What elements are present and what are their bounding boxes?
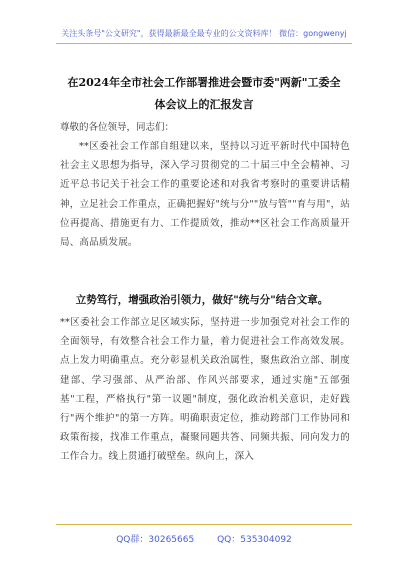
paragraph-1: **区委社会工作部自组建以来，坚持以习近平新时代中国特色社会主义思想为指导，深入学习贯彻党的二十届三中全会精神、习近平总书记关于社会工作的重要论述和对我省考察时的重要讲话精神，立足社会工作重点，正确把握好"统与分""放与管""育与用"，站位再提高、措施更有力、工作提质效，推动**区社会工作高质量开局、高品质发展。 — [60, 141, 350, 249]
footer-qq: QQ：535304092 — [217, 535, 292, 545]
title-line-1: 在2024年全市社会工作部署推进会暨市委"两新"工委全 — [67, 76, 341, 89]
footer — [0, 532, 408, 545]
paragraph-2: **区委社会工作部立足区域实际，坚持进一步加强党对社会工作的全面领导，有效整合社会工作力量，着力促进社会工作高效发展。点上发力明确重点。充分彰显机关政治属性，聚焦政治立部、制度建部、学习强部、从严治部、作风兴部要求，通过实施"五部强基"工程，严格执行"第一议题"制度，强化政治机关意识，走好践行"两个维护"的第一方阵。明确职责定位，推动跨部门工作协同和政策衔接，找准工作重点，凝聚同题共答、同频共振、同向发力的工作合力。线上贯通打破壁垒。纵向上，深入 — [60, 317, 350, 463]
header-banner: 关注头条号"公文研究"，获得最新最全最专业的公文资料库！ 微信：gongwenyj — [61, 29, 347, 38]
section-heading: 立势笃行，增强政治引领力，做好"统与分"结合文章。 — [75, 294, 329, 306]
footer-qq-group: QQ群：30265665 — [116, 535, 195, 545]
salutation: 尊敬的各位领导，同志们： — [60, 122, 175, 133]
footer-divider — [56, 524, 352, 525]
document-title — [52, 72, 356, 116]
header-divider — [56, 43, 352, 44]
title-line-2: 体会议上的汇报发言 — [154, 98, 254, 111]
